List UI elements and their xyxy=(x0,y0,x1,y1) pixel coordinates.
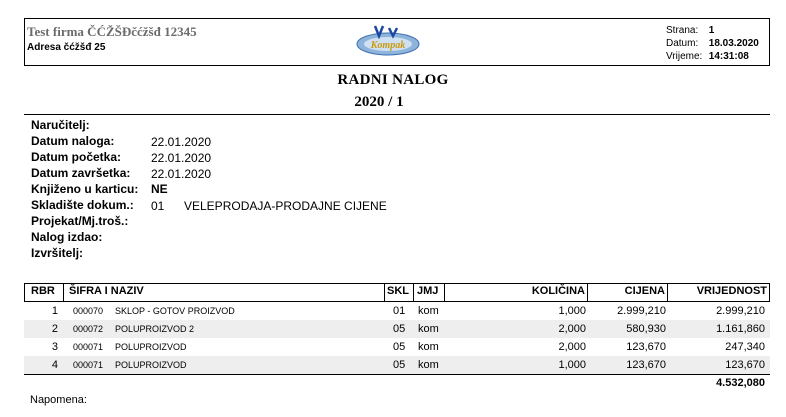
cell-naziv: POLUPROIZVOD 2 xyxy=(115,324,195,334)
datum-pocetka-value: 22.01.2020 xyxy=(151,151,212,165)
table-row xyxy=(24,302,770,320)
cell-vrijednost: 2.999,210 xyxy=(716,305,765,317)
cell-skl: 01 xyxy=(393,305,406,317)
cell-rbr: 4 xyxy=(51,359,58,371)
cell-sifra: 000071 xyxy=(73,342,104,352)
col-sep xyxy=(769,284,770,302)
skladiste-code: 01 xyxy=(151,199,165,213)
col-header-cijena: CIJENA xyxy=(624,285,665,297)
logo-text: Kompak xyxy=(370,40,406,51)
cell-cijena: 2.999,210 xyxy=(617,305,666,317)
narucitelj-label: Naručitelj: xyxy=(31,118,90,132)
page-info xyxy=(666,25,714,36)
cell-sifra: 000071 xyxy=(73,360,104,370)
knjizeno-value: NE xyxy=(151,182,168,196)
col-header-vrijednost: VRIJEDNOST xyxy=(696,285,767,297)
col-header-skl: SKL xyxy=(387,285,409,297)
cell-kolicina: 1,000 xyxy=(558,359,586,371)
cell-cijena: 123,670 xyxy=(626,359,666,371)
page-value: 1 xyxy=(708,25,715,36)
izvrsitelj-label: Izvršitelj: xyxy=(31,246,84,260)
table-row xyxy=(24,320,770,338)
datum-zavrsetka-value: 22.01.2020 xyxy=(151,167,212,181)
company-name: Test firma ČĆŽŠĐčćžšđ 12345 xyxy=(27,24,197,39)
company-address: Adresa čćžšđ 25 xyxy=(27,42,106,53)
skladiste-name: VELEPRODAJA-PRODAJNE CIJENE xyxy=(184,199,387,213)
cell-jmj: kom xyxy=(418,323,439,335)
cell-jmj: kom xyxy=(418,305,439,317)
cell-skl: 05 xyxy=(393,359,406,371)
col-sep xyxy=(384,284,385,302)
nalog-izdao-label: Nalog izdao: xyxy=(31,230,103,244)
cell-vrijednost: 1.161,860 xyxy=(716,323,765,335)
page-label: Strana: xyxy=(666,25,699,36)
date-value: 18.03.2020 xyxy=(708,38,759,49)
col-sep xyxy=(413,284,414,302)
time-label: Vrijeme: xyxy=(666,51,703,62)
document-title: RADNI NALOG xyxy=(337,72,449,88)
cell-skl: 05 xyxy=(393,341,406,353)
table-row xyxy=(24,356,770,374)
table-top-rule xyxy=(24,283,770,284)
cell-rbr: 2 xyxy=(51,323,58,335)
cell-kolicina: 2,000 xyxy=(558,323,586,335)
cell-vrijednost: 247,340 xyxy=(725,341,765,353)
col-header-sifra: ŠIFRA I NAZIV xyxy=(69,285,144,297)
table-row xyxy=(24,338,770,356)
col-sep xyxy=(63,284,64,302)
projekat-label: Projekat/Mj.troš.: xyxy=(31,214,129,228)
col-header-jmj: JMJ xyxy=(417,285,439,297)
document-number: 2020 / 1 xyxy=(354,94,404,110)
cell-naziv: SKLOP - GOTOV PROIZVOD xyxy=(115,306,235,316)
knjizeno-label: Knjiženo u karticu: xyxy=(31,182,139,196)
cell-jmj: kom xyxy=(418,359,439,371)
cell-rbr: 3 xyxy=(51,341,58,353)
cell-kolicina: 1,000 xyxy=(558,305,586,317)
col-header-rbr: RBR xyxy=(31,285,55,297)
cell-sifra: 000072 xyxy=(73,324,104,334)
cell-vrijednost: 123,670 xyxy=(725,359,765,371)
col-sep xyxy=(24,284,25,302)
note-label: Napomena: xyxy=(30,394,87,406)
time-info xyxy=(666,51,749,62)
cell-naziv: POLUPROIZVOD xyxy=(115,360,187,370)
company-logo xyxy=(355,24,421,58)
cell-sifra: 000070 xyxy=(73,306,104,316)
datum-pocetka-label: Datum početka: xyxy=(31,150,122,164)
title-divider xyxy=(24,114,770,115)
cell-jmj: kom xyxy=(418,341,439,353)
table-bottom-rule xyxy=(24,374,770,375)
table-total: 4.532,080 xyxy=(716,377,765,389)
date-info xyxy=(666,38,759,49)
cell-kolicina: 2,000 xyxy=(558,341,586,353)
cell-skl: 05 xyxy=(393,323,406,335)
datum-zavrsetka-label: Datum završetka: xyxy=(31,166,131,180)
col-header-kolicina: KOLIČINA xyxy=(531,285,585,297)
skladiste-label: Skladište dokum.: xyxy=(31,198,134,212)
cell-cijena: 123,670 xyxy=(626,341,666,353)
cell-rbr: 1 xyxy=(51,305,58,317)
cell-naziv: POLUPROIZVOD xyxy=(115,342,187,352)
cell-cijena: 580,930 xyxy=(626,323,666,335)
time-value: 14:31:08 xyxy=(708,51,749,62)
date-label: Datum: xyxy=(666,38,699,49)
datum-naloga-value: 22.01.2020 xyxy=(151,135,212,149)
datum-naloga-label: Datum naloga: xyxy=(31,134,115,148)
